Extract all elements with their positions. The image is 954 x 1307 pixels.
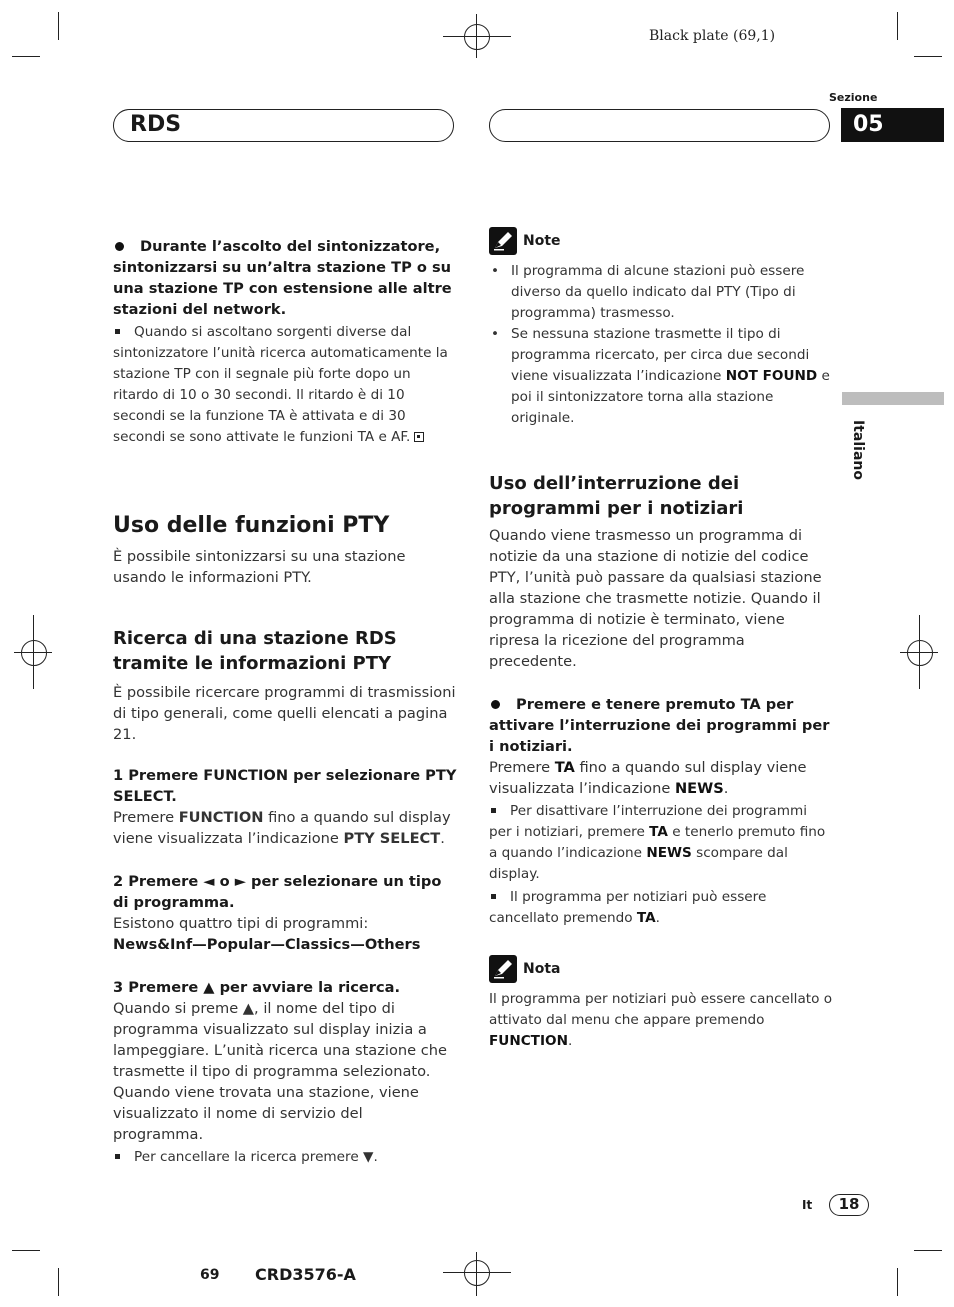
section-title-bar bbox=[113, 109, 454, 142]
bullet-icon bbox=[115, 242, 124, 251]
ta-sub-note: Per disattivare l’interruzione dei programmi per i notiziari, premere TA e tenerlo premuto fino a quando l’indicazione NEWS scompare dal display. bbox=[489, 803, 826, 882]
bullet-icon bbox=[491, 700, 500, 709]
heading-notiziari: Uso dell’interruzione dei programmi per i notiziari bbox=[489, 473, 744, 519]
step-3-text: Quando si preme ▲, il nome del tipo di programma visualizzato sul display inizia a lampeggiare. L’unità ricerca una stazione che trasmette il tipo di programma selezionato. Quando viene trovata una stazione, viene visualizzato il nome di servizio del programma. bbox=[113, 1000, 447, 1143]
plate-number: 69 bbox=[200, 1267, 220, 1283]
section-number-badge bbox=[841, 108, 944, 142]
note-header bbox=[489, 227, 833, 255]
section-number: 05 bbox=[853, 112, 884, 137]
language-tab-label-wrap bbox=[842, 420, 872, 500]
nota-label: Nota bbox=[523, 961, 561, 977]
left-column bbox=[113, 236, 457, 1168]
step-2-text: Esistono quattro tipi di programmi: bbox=[113, 915, 369, 932]
model-number: CRD3576-A bbox=[255, 1265, 356, 1284]
bullet-heading-ta: Premere e tenere premuto TA per attivare l’interruzione dei programmi per i notiziari. bbox=[489, 696, 830, 755]
note-item: • Se nessuna stazione trasmette il tipo di programma ricercato, per circa due secondi viene visualizzata l’indicazione NOT FOUND e poi il sintonizzatore torna alla stazione originale. bbox=[489, 324, 833, 429]
program-types: News&Inf—Popular—Classics—Others bbox=[113, 936, 421, 953]
square-bullet-icon bbox=[491, 894, 496, 899]
heading-ricerca-rds: Ricerca di una stazione RDS tramite le informazioni PTY bbox=[113, 628, 397, 674]
crop-mark bbox=[897, 12, 898, 40]
bullet-note: Quando si ascoltano sorgenti diverse dal sintonizzatore l’unità ricerca automaticamente la stazione TP con il segnale più forte dopo un ritardo di 10 o 30 secondi. Il ritardo è di 10 secondi se la funzione TA è attivata e di 30 secondi se sono attivate le funzioni TA e AF. bbox=[113, 324, 448, 445]
crop-mark bbox=[914, 1250, 942, 1251]
square-bullet-icon bbox=[491, 808, 496, 813]
crop-mark bbox=[58, 12, 59, 40]
ricerca-paragraph: È possibile ricercare programmi di trasmissioni di tipo generali, come quelli elencati a pagina 21. bbox=[113, 684, 456, 743]
header-bar-right bbox=[489, 109, 830, 142]
nota-text: Il programma per notiziari può essere cancellato o attivato dal menu che appare premendo FUNCTION. bbox=[489, 991, 833, 1049]
heading-uso-pty: Uso delle funzioni PTY bbox=[113, 513, 390, 538]
page-number: 18 bbox=[829, 1194, 869, 1216]
right-column bbox=[489, 227, 833, 1052]
crop-mark bbox=[914, 56, 942, 57]
step-1-text: Premere FUNCTION fino a quando sul display viene visualizzata l’indicazione PTY SELECT. bbox=[113, 809, 451, 847]
plate-label: Black plate (69,1) bbox=[649, 28, 776, 44]
ta-sub-note: Il programma per notiziari può essere cancellato premendo TA. bbox=[489, 889, 767, 926]
language-tab bbox=[842, 392, 944, 405]
square-bullet-icon bbox=[115, 329, 120, 334]
crop-mark bbox=[58, 1268, 59, 1296]
square-bullet-icon bbox=[115, 1154, 120, 1159]
nota-header bbox=[489, 955, 833, 983]
end-mark-icon bbox=[414, 432, 424, 442]
note-pencil-icon bbox=[489, 955, 517, 983]
section-label: Sezione bbox=[829, 91, 878, 104]
note-label: Note bbox=[523, 233, 561, 249]
language-tab-label: Italiano bbox=[850, 420, 866, 480]
ta-text: Premere TA fino a quando sul display viene visualizzata l’indicazione NEWS. bbox=[489, 759, 807, 797]
crop-mark bbox=[12, 1250, 40, 1251]
intro-paragraph: È possibile sintonizzarsi su una stazione usando le informazioni PTY. bbox=[113, 548, 406, 586]
language-code: It bbox=[802, 1198, 813, 1212]
notiziari-paragraph: Quando viene trasmesso un programma di notizie da una stazione di notizie del codice PTY, l’unità può passare da qualsiasi stazione alla stazione che trasmette notizie. Quando il programma di notizie è terminato, viene ripresa la ricezione del programma precedente. bbox=[489, 527, 822, 670]
step-2-heading: 2 Premere ◄ o ► per selezionare un tipo di programma. bbox=[113, 873, 442, 911]
crop-mark bbox=[12, 56, 40, 57]
crop-mark bbox=[897, 1268, 898, 1296]
bullet-heading: Durante l’ascolto del sintonizzatore, sintonizzarsi su un’altra stazione TP o su una stazione TP con estensione alle altre stazioni del network. bbox=[113, 238, 452, 318]
step-3-heading: 3 Premere ▲ per avviare la ricerca. bbox=[113, 979, 401, 996]
step-3-note: Per cancellare la ricerca premere ▼. bbox=[113, 1147, 457, 1168]
note-item: • Il programma di alcune stazioni può essere diverso da quello indicato dal PTY (Tipo di programma) trasmesso. bbox=[489, 261, 833, 324]
step-1-heading: 1 Premere FUNCTION per selezionare PTY SELECT. bbox=[113, 767, 457, 805]
note-pencil-icon bbox=[489, 227, 517, 255]
section-title: RDS bbox=[130, 112, 182, 137]
